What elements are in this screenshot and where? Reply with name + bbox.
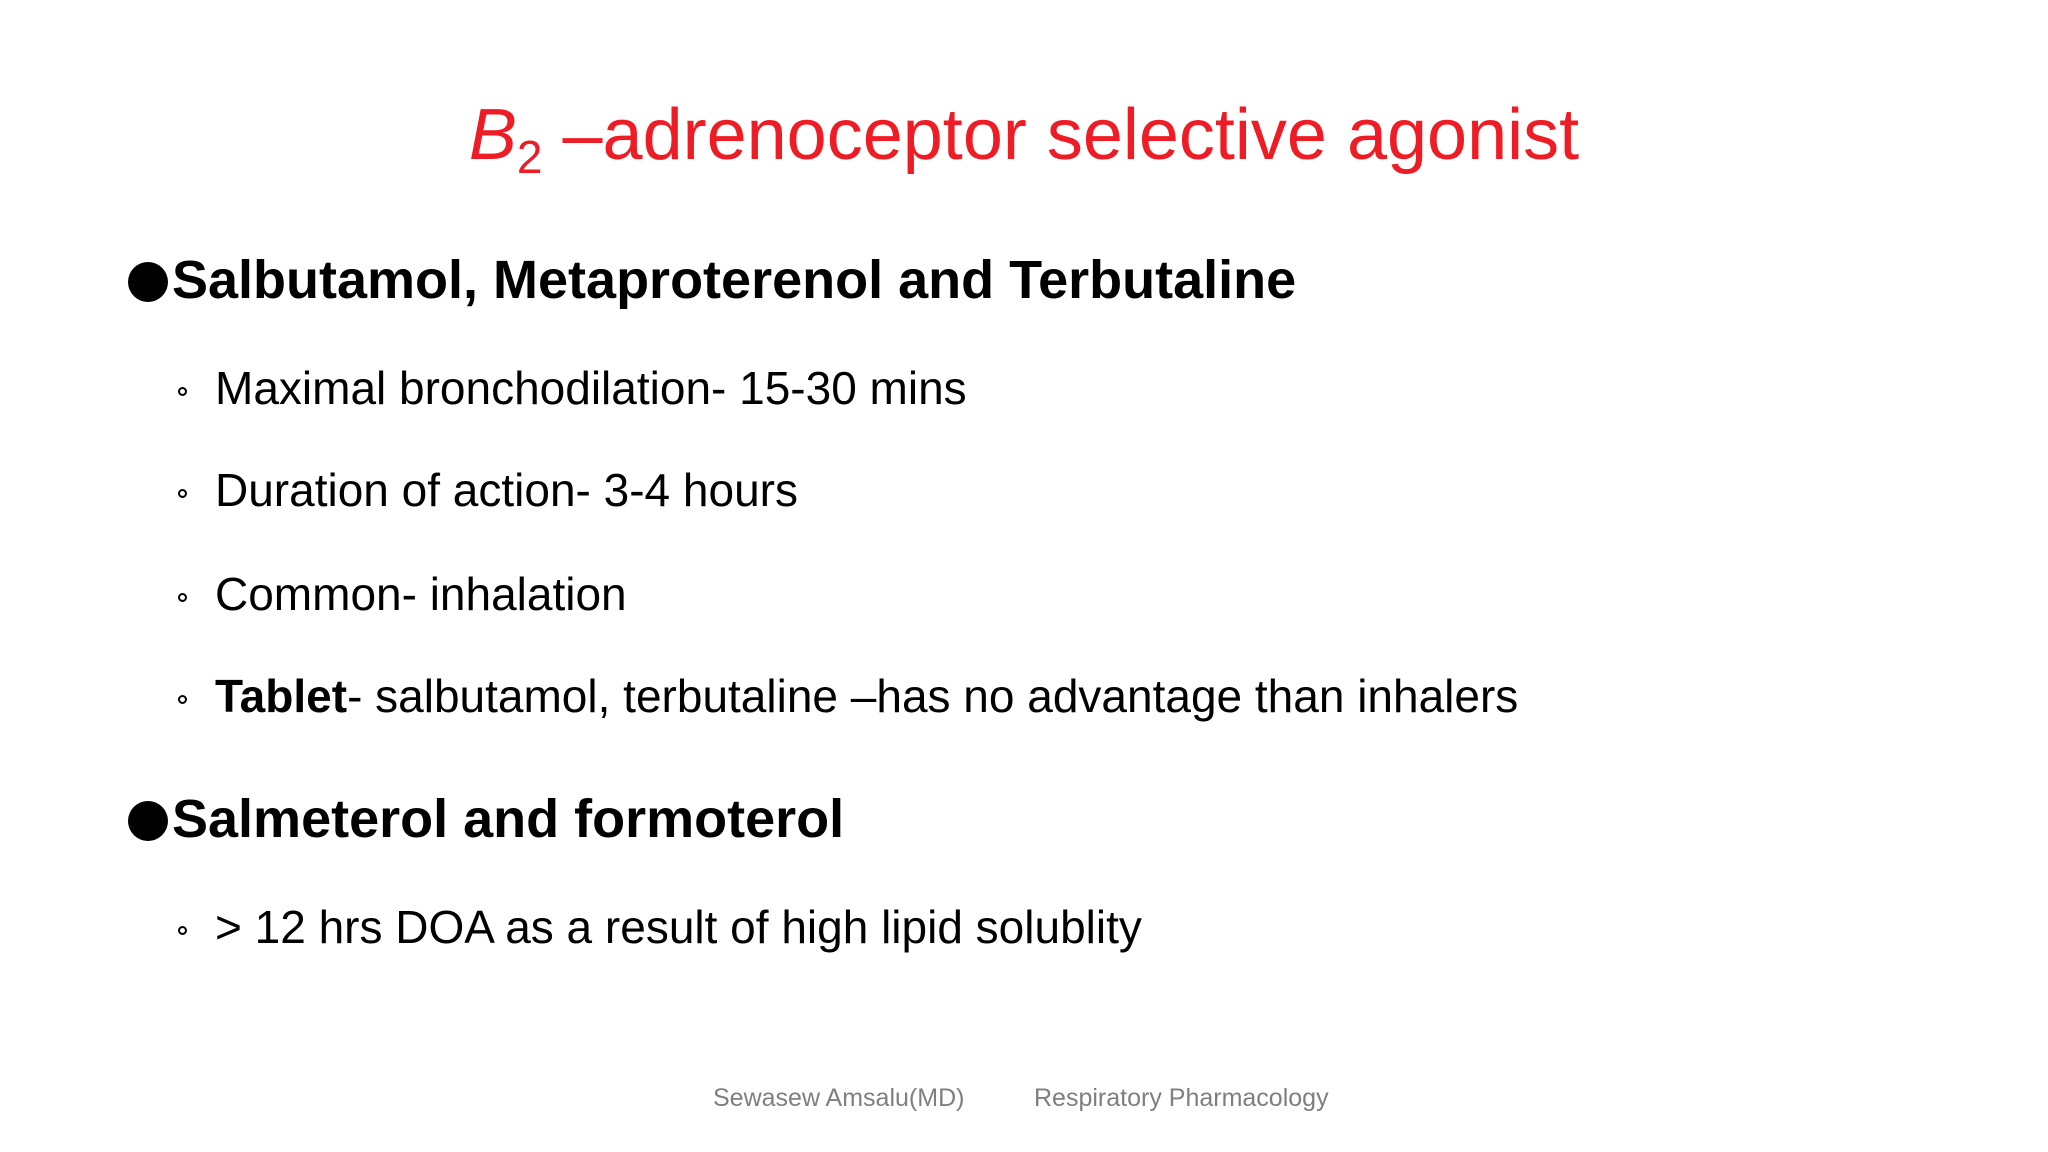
bullet-heading-2 <box>128 787 844 851</box>
footer-author: Sewasew Amsalu(MD) <box>713 1084 965 1112</box>
hollow-bullet-icon <box>178 926 187 935</box>
sub-bullet-text: Duration of action- 3-4 hours <box>215 464 798 516</box>
title-subscript: 2 <box>516 131 543 183</box>
footer-course: Respiratory Pharmacology <box>1034 1084 1329 1112</box>
sub-bullet <box>178 461 798 519</box>
sub-bullet <box>178 565 627 623</box>
sub-bullet <box>178 898 1142 956</box>
sub-bullet-text: Common- inhalation <box>215 568 627 620</box>
sub-bullet-text: - salbutamol, terbutaline –has no advantage than inhalers <box>347 670 1519 722</box>
filled-bullet-icon <box>128 801 168 841</box>
sub-bullet-text: > 12 hrs DOA as a result of high lipid solublity <box>215 901 1142 953</box>
bullet-heading-1-text: Salbutamol, Metaproterenol and Terbutaline <box>172 250 1297 310</box>
hollow-bullet-icon <box>178 489 187 498</box>
sub-bullet <box>178 359 967 417</box>
hollow-bullet-icon <box>178 387 187 396</box>
bullet-heading-2-text: Salmeterol and formoterol <box>172 789 845 849</box>
sub-bullet-text: Maximal bronchodilation- 15-30 mins <box>215 362 967 414</box>
title-symbol: B <box>468 95 517 175</box>
sub-bullet <box>178 667 1518 725</box>
bullet-heading-1 <box>128 248 1296 312</box>
slide-title <box>0 90 2048 183</box>
title-text: –adrenoceptor selective agonist <box>542 95 1580 175</box>
sub-bullet-bold-text: Tablet <box>215 670 348 722</box>
filled-bullet-icon <box>128 262 168 302</box>
hollow-bullet-icon <box>178 593 187 602</box>
hollow-bullet-icon <box>178 695 187 704</box>
